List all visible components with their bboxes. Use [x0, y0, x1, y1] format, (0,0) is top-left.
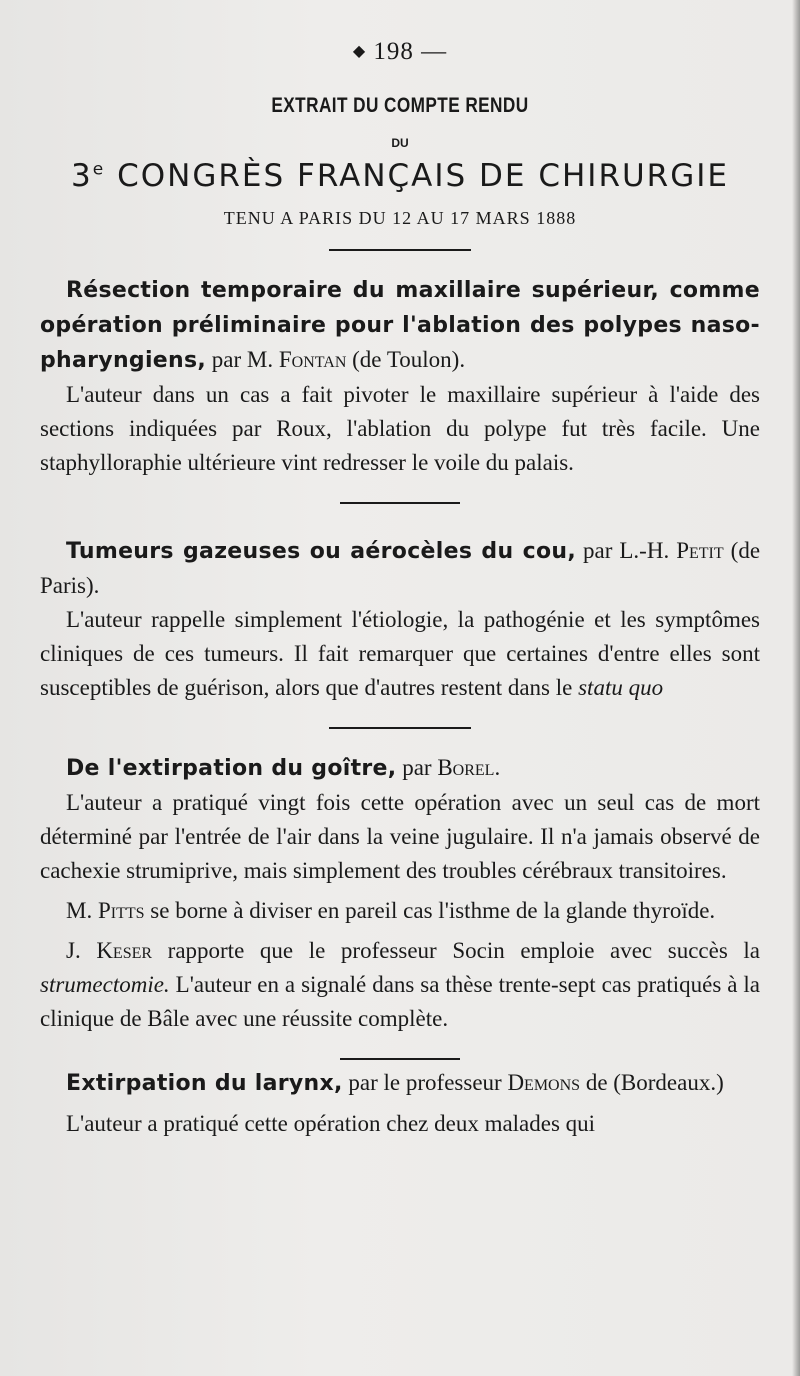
article-paragraph [40, 894, 760, 928]
article [40, 1066, 760, 1141]
bullet-diamond-icon: ◆ [352, 43, 367, 60]
du-label: DU [391, 136, 409, 150]
article-title: De l'extirpation du goître, [66, 756, 397, 781]
article-by: par [402, 755, 432, 780]
page-number-dash: — [421, 38, 448, 65]
article-heading [40, 1066, 760, 1101]
article-body [40, 603, 760, 705]
article-body-italic: statu quo [578, 675, 664, 700]
article [40, 534, 760, 705]
page-number-value: 198 [373, 38, 414, 65]
article-author: Fontan [278, 347, 347, 372]
congress-subtitle: TENU A PARIS DU 12 AU 17 MARS 1888 [223, 208, 577, 228]
page-edge-shadow [792, 0, 800, 1376]
congress-ordinal: 3 [71, 158, 93, 194]
article-author-place: (de Paris). [40, 538, 761, 598]
article-author: Demons [507, 1070, 581, 1095]
article-by: par M. [211, 347, 274, 372]
congress-title-text: CONGRÈS FRANÇAIS DE CHIRURGIE [117, 158, 729, 194]
article-by: par L.-H. [583, 538, 670, 563]
article-author-place: (de Toulon). [352, 347, 466, 372]
person-name: Pitts [97, 898, 145, 923]
article [40, 273, 760, 480]
person-name: Keser [96, 938, 153, 963]
article-paragraph [40, 934, 760, 1036]
article-title: Tumeurs gazeuses ou aérocèles du cou, [66, 539, 577, 564]
congress-ordinal-suffix: e [92, 159, 106, 180]
name-prefix: M. [66, 898, 93, 923]
article [40, 751, 760, 1036]
article-heading [40, 534, 760, 603]
article-title: Résection temporaire du maxillaire supérieur, comme opération préliminaire pour l'ablation des polypes naso-pharyngiens, [40, 278, 760, 373]
extract-title: EXTRAIT DU COMPTE RENDU [271, 94, 529, 117]
article-author-place: de (Bordeaux.) [585, 1070, 724, 1095]
article-by: par le professeur [348, 1070, 502, 1095]
article-heading [40, 751, 760, 786]
article-body: L'auteur dans un cas a fait pivoter le maxillaire supérieur à l'aide des sections indiquées par Roux, l'ablation du polype fut très facile. Une staphylloraphie ultérieure vint redresser le voile du palais. [40, 382, 760, 475]
paragraph-text: rapporte que le professeur Socin emploie avec succès la [167, 938, 760, 963]
paragraph-text: se borne à diviser en pareil cas l'isthme de la glande thyroïde. [150, 898, 716, 923]
name-prefix: J. [66, 938, 81, 963]
article-heading [40, 273, 760, 378]
paragraph-italic: strumectomie. [40, 972, 170, 997]
article-title: Extirpation du larynx, [66, 1071, 343, 1096]
congress-title [40, 158, 760, 194]
article-body: L'auteur a pratiqué vingt fois cette opération avec un seul cas de mort déterminé par l'entrée de l'air dans la veine jugulaire. Il n'a jamais observé de cachexie strumiprive, mais simplement des troubles cérébraux transitoires. [40, 790, 760, 883]
paragraph-text: L'auteur en a signalé dans sa thèse trente-sept cas pratiqués à la clinique de Bâle avec une réussite complète. [40, 972, 761, 1031]
article-author: Petit [676, 538, 724, 563]
page-number [40, 38, 760, 66]
article-body-text: L'auteur rappelle simplement l'étiologie, la pathogénie et les symptômes cliniques de ces tumeurs. Il fait remarquer que certaines d'entre elles sont susceptibles de guérison, alors que d'autres restent dans le [40, 607, 760, 700]
article-author: Borel. [437, 755, 501, 780]
article-body: L'auteur a pratiqué cette opération chez deux malades qui [66, 1111, 596, 1136]
